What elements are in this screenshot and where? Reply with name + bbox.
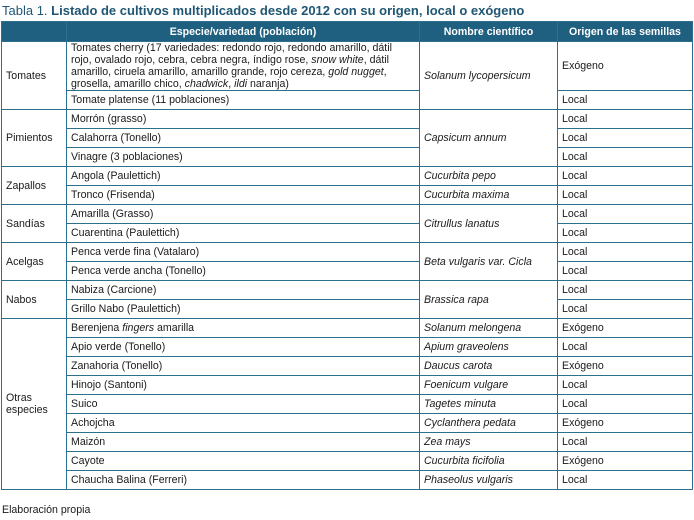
variety-text: Apio verde (Tonello): [71, 341, 166, 353]
origin-value: Local: [558, 262, 693, 281]
crop-name: Acelgas: [2, 243, 67, 281]
origin-value: Exógeno: [558, 319, 693, 338]
variety-cell: [67, 338, 420, 357]
variety-cell: [67, 281, 420, 300]
variety-cell: [67, 148, 420, 167]
variety-text: Penca verde fina (Vatalaro): [71, 246, 200, 258]
variety-text: Morrón (grasso): [71, 113, 147, 125]
origin-value: Local: [558, 186, 693, 205]
table-row: [2, 281, 693, 300]
table-row: [2, 148, 693, 167]
variety-text: Cayote: [71, 455, 105, 467]
scientific-name: Cucurbita maxima: [420, 186, 558, 205]
variety-text: Berenjena: [71, 322, 123, 334]
variety-text: Angola (Paulettich): [71, 170, 161, 182]
variety-italic-text: ildi: [234, 78, 248, 90]
scientific-name: Citrullus lanatus: [420, 205, 558, 243]
table-row: [2, 319, 693, 338]
origin-value: Exógeno: [558, 414, 693, 433]
variety-text: Maizón: [71, 436, 106, 448]
origin-value: Exógeno: [558, 452, 693, 471]
variety-cell: [67, 395, 420, 414]
table-body: [2, 42, 693, 490]
origin-value: Local: [558, 300, 693, 319]
scientific-name: Daucus carota: [420, 357, 558, 376]
variety-text: naranja): [247, 78, 289, 90]
header-crop: [2, 22, 67, 42]
variety-text: Penca verde ancha (Tonello): [71, 265, 206, 277]
scientific-name: Foenicum vulgare: [420, 376, 558, 395]
scientific-name: Cucurbita ficifolia: [420, 452, 558, 471]
variety-text: Nabiza (Carcione): [71, 284, 157, 296]
variety-cell: [67, 376, 420, 395]
table-row: [2, 186, 693, 205]
variety-text: , dátil amarillo, ciruela amarillo, amarillo grande, rojo cereza,: [71, 54, 390, 78]
origin-value: Local: [558, 376, 693, 395]
variety-text: Tronco (Frisenda): [71, 189, 155, 201]
variety-cell: [67, 262, 420, 281]
scientific-name: Brassica rapa: [420, 281, 558, 319]
crop-name: Otras especies: [2, 319, 67, 490]
scientific-name: Phaseolus vulgaris: [420, 471, 558, 490]
variety-cell: [67, 471, 420, 490]
variety-text: amarilla: [154, 322, 195, 334]
origin-value: Local: [558, 148, 693, 167]
variety-cell: [67, 452, 420, 471]
variety-text: Zanahoria (Tonello): [71, 360, 163, 372]
header-variety: Especie/variedad (población): [67, 22, 420, 42]
origin-value: Local: [558, 243, 693, 262]
variety-text: Achojcha: [71, 417, 115, 429]
header-scientific: Nombre científico: [420, 22, 558, 42]
variety-cell: [67, 357, 420, 376]
origin-value: Local: [558, 471, 693, 490]
table-row: [2, 167, 693, 186]
variety-text: Calahorra (Tonello): [71, 132, 162, 144]
crops-table: [1, 21, 693, 490]
variety-text: ,: [228, 78, 235, 90]
table-row: [2, 433, 693, 452]
header-origin: Origen de las semillas: [558, 22, 693, 42]
variety-text: Cuarentina (Paulettich): [71, 227, 180, 239]
origin-value: Local: [558, 91, 693, 110]
origin-value: Local: [558, 129, 693, 148]
caption-label: Tabla 1.: [2, 3, 52, 18]
table-row: [2, 376, 693, 395]
crop-name: Nabos: [2, 281, 67, 319]
table-row: [2, 338, 693, 357]
table-row: [2, 205, 693, 224]
origin-value: Local: [558, 110, 693, 129]
origin-value: Local: [558, 167, 693, 186]
crop-name: Tomates: [2, 42, 67, 110]
scientific-name: Solanum melongena: [420, 319, 558, 338]
scientific-name: Apium graveolens: [420, 338, 558, 357]
variety-cell: [67, 224, 420, 243]
scientific-name: Beta vulgaris var. Cicla: [420, 243, 558, 281]
table-header-row: [2, 22, 693, 42]
scientific-name: Capsicum annum: [420, 110, 558, 167]
origin-value: Local: [558, 224, 693, 243]
origin-value: Local: [558, 281, 693, 300]
table-row: [2, 414, 693, 433]
variety-cell: [67, 433, 420, 452]
table-row: [2, 243, 693, 262]
table-row: [2, 110, 693, 129]
table-row: [2, 262, 693, 281]
variety-italic-text: gold nugget: [328, 66, 384, 78]
variety-cell: [67, 110, 420, 129]
variety-cell: [67, 186, 420, 205]
variety-text: Hinojo (Santoni): [71, 379, 147, 391]
crop-name: Pimientos: [2, 110, 67, 167]
variety-italic-text: fingers: [122, 322, 155, 334]
table-row: [2, 395, 693, 414]
variety-cell: [67, 167, 420, 186]
origin-value: Local: [558, 433, 693, 452]
variety-text: Amarilla (Grasso): [71, 208, 154, 220]
variety-text: Grillo Nabo (Paulettich): [71, 303, 181, 315]
crop-name: Zapallos: [2, 167, 67, 205]
source-note: Elaboración propia: [2, 504, 91, 516]
scientific-name: Solanum lycopersicum: [420, 42, 558, 110]
scientific-name: Cyclanthera pedata: [420, 414, 558, 433]
table-row: [2, 224, 693, 243]
variety-cell: [67, 91, 420, 110]
caption-title: Listado de cultivos multiplicados desde 2012 con su origen, local o exógeno: [51, 3, 525, 18]
variety-cell: [67, 205, 420, 224]
variety-text: Suico: [71, 398, 98, 410]
table-row: [2, 452, 693, 471]
variety-text: Tomate platense (11 poblaciones): [71, 94, 230, 106]
scientific-name: Cucurbita pepo: [420, 167, 558, 186]
variety-cell: [67, 300, 420, 319]
origin-value: Local: [558, 395, 693, 414]
variety-italic-text: snow white: [311, 54, 364, 66]
origin-value: Exógeno: [558, 42, 693, 91]
scientific-name: Tagetes minuta: [420, 395, 558, 414]
variety-cell: [67, 414, 420, 433]
variety-text: , grosella, amarillo chico,: [71, 66, 387, 90]
origin-value: Local: [558, 338, 693, 357]
variety-text: Vinagre (3 poblaciones): [71, 151, 183, 163]
variety-cell: [67, 129, 420, 148]
variety-italic-text: chadwick: [184, 78, 229, 90]
crop-name: Sandías: [2, 205, 67, 243]
table-row: [2, 91, 693, 110]
table-row: [2, 471, 693, 490]
table-row: [2, 42, 693, 91]
variety-cell: [67, 243, 420, 262]
table-row: [2, 300, 693, 319]
table-row: [2, 357, 693, 376]
variety-text: Chaucha Balina (Ferreri): [71, 474, 187, 486]
variety-text: Tomates cherry (17 variedades: redondo rojo, redondo amarillo, dátil rojo, ovalado rojo, cebra, cebra negra, índigo rose,: [71, 42, 392, 66]
origin-value: Exógeno: [558, 357, 693, 376]
origin-value: Local: [558, 205, 693, 224]
table-caption: [2, 3, 524, 19]
variety-cell: [67, 319, 420, 338]
variety-cell: [67, 42, 420, 91]
table-row: [2, 129, 693, 148]
scientific-name: Zea mays: [420, 433, 558, 452]
